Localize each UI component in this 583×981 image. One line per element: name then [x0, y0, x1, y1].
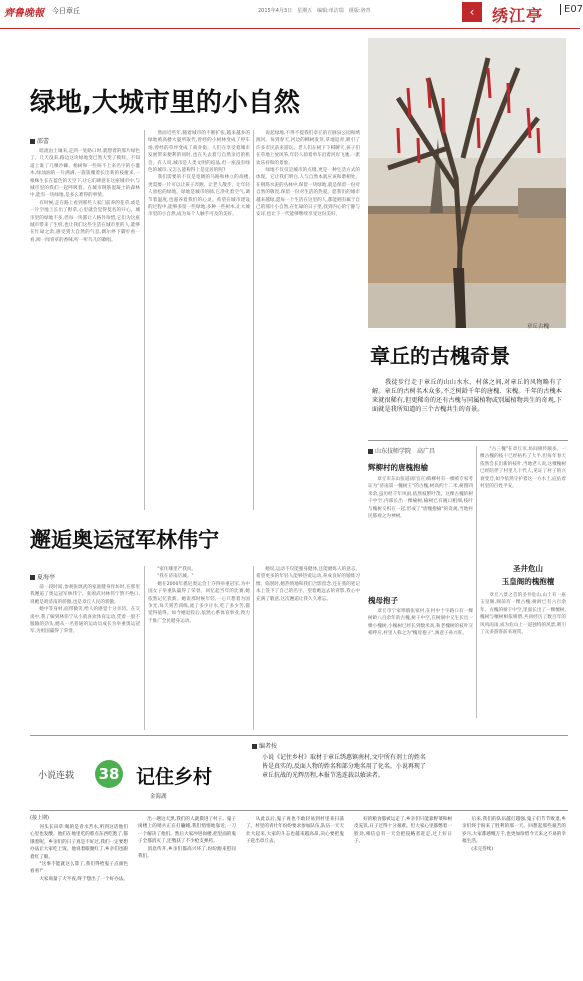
column-divider — [144, 130, 145, 510]
article-title: 章丘的古槐奇景 — [370, 344, 510, 368]
article-body-col2: "家住哪里?"我问。 "我在济南历城。" 她在2000年悉尼奥运会上夺得举重冠军,为中国女子举重队赢得了荣誉。回忆起当年的比赛,她依然记忆犹新。她说那时候年轻,一心只想着为国争光,每天刻苦训练,流了多少汗水,吃了多少苦,都觉得值得。如今她退役后,依然心系体育事业,致力于推广全民健身运动。 — [148, 567, 250, 624]
article-body-col1: 暗流由土壤来,走到一处路口时,就想着的那片绿色了。几天没来,路边这块绿地变已然大变了模样。不知道上谁了几棵沙棘、杨树和一些叫不上来名字的小灌木,绿油油的一片满满,一簇簇覆着长出新的枝桠来,一根株生长在蓝色的天空下,让它们肆意在这座城市中,与城市里的我们一起呼吸着。在城市钢筋混凝土的森林中,能有一块绿地,是多么难得的事情。 有时候,走在路上看到那些人家门前养的花草,或是一片空地上长出了野草,心里就会觉得莫名的开心。城市里的绿地不多,但每一块都让人格外珍惜,它们为这座城市带来了生机,也让我们这些生活在城市里的人,能够在忙碌之余,感受到大自然的气息,偶尔停下脚步看一看,闻一闻青草的香味,听一听鸟儿的歌唱。 — [30, 149, 140, 243]
byline — [368, 446, 435, 455]
section-divider — [368, 440, 568, 441]
column-divider — [253, 130, 254, 510]
subheading: 圣井危山 玉皇阁的槐抱檀 — [501, 564, 555, 586]
article-body: "古三槐"在章丘市,坊间相传颇多。一棵古槐的枝干已经枯朽了大半,但每年春天依然会长出新的枝叶,当地老人说,这棵槐树已经陪伴了村里几十代人,见证了村子的兴衰变迁,如今依然守护着这一方水土,庇佑着村里的百姓平安。 — [480, 447, 566, 490]
article-body: 章丘市东山张道(原官庄)辉柳村有一棵被专家考证为"济南第一槐树王"的古槐,树高约十二米,树围四米余,虽历经千年风雨,依然枝繁叶茂。这棵古槐的树干中空,内部长出一棵榆树,榆树已有碗口粗细,枝叶与槐树交织在一起,形成了"唐槐抱榆"的奇观,当地村民都视之为神树。 — [368, 477, 473, 520]
column-name: 绣江亭 — [492, 6, 544, 25]
article-title: 绿地,大城市里的小自然 — [30, 88, 300, 118]
column-divider — [476, 446, 477, 718]
byline — [30, 572, 55, 581]
author-name: 山东技师学院 高广昌 — [375, 448, 436, 455]
serial-body-col3: 从此以后,鬼子再也不敢轻易到村里来扫荡了。村里的青壮年纷纷要求参加队伍,队伍一天天壮大起来,大家的斗志也越来越高昂,决心要把鬼子赶出章丘去。 — [246, 817, 344, 845]
article-body-col1: 前一段时间,参观张颂武的家庭健身作坊时,在那里我邂逅了奥运冠军林伟宁。张颂武对林伟宁赞不绝口,说她是咱济南的骄傲,也是章丘人民的骄傲。 她中等身材,面带微笑,给人的感觉十分亲切。在交谈中,我了解到林伟宁从小就喜欢体育运动,凭着一股不服输的劲头,她从一名普通的运动员成长为举重奥运冠军,为祖国赢得了荣誉。 — [30, 585, 140, 635]
header-rule — [0, 28, 580, 29]
serial-title: 记住乡村 — [136, 766, 213, 788]
column-divider — [144, 566, 145, 730]
chevron-left-icon: ‹ — [462, 2, 482, 22]
article-body: 章丘八景之首的圣井危山,山上有一座玉皇阁,阁前有一棵古槐,树龄已有六百余年。古槐的树干中空,里面长出了一棵檀树,槐树与檀树相依相偎,共同经历了数百年的风风雨雨,成为危山上一道独特的风景,吸引了众多游客前来观赏。 — [480, 593, 566, 636]
section-divider — [30, 810, 568, 811]
byline — [30, 136, 49, 145]
serial-author: 金海湖 — [150, 794, 167, 800]
serial-label: 小说连载 — [38, 771, 75, 781]
article-body-col2: 然而近些年,随着城市的不断扩张,越来越多的绿地被高楼大厦所取代,曾经的小树林变成了停车场,曾经的草坪变成了商业街。人们在享受着城市发展带来便利的同时,也在失去着与自然亲近的机会。有人说,城市是人类文明的结晶,但一座没有绿色的城市,又怎么能称得上是宜居的呢? 我们需要的不仅是宽阔的马路和林立的高楼,更需要一片可以让孩子奔跑、让老人散步、让年轻人放松的绿地。绿地是城市的肺,它净化着空气,调节着温度,也滋养着我们的心灵。希望在城市建设的过程中,能够多留一些绿地,多种一些树木,让大城市里的小自然,成为每个人触手可及的美好。 — [148, 131, 250, 218]
editor-label — [252, 741, 277, 750]
author-name: 邵蕾 — [37, 138, 50, 145]
date-line: 2015年4月3日 星期五 编辑:单洁瑞 组版:洛青 — [258, 8, 371, 14]
photo-caption: 章丘古槐 — [527, 324, 550, 330]
subheading: 槐母抱子 — [368, 596, 398, 605]
serial-body-col4: 好的粮食都被运走了,乡亲们只能靠野菜和树皮充饥,日子过得十分艰难。但大家心里都憋着一股劲,相信总有一天会把侵略者赶走,过上好日子。 — [354, 817, 452, 845]
serial-body-col2: 出一趟这天黑,我们的人就摸进了村子。鬼子岗楼上的哨兵正在打瞌睡,我们悄悄地靠近,一刀一个解决了他们。然后大家冲进岗楼,把里面的鬼子全都消灭了,还缴获了不少枪支弹药。 消息传开,乡亲们都高兴坏了,纷纷跑来慰问我们。 — [138, 817, 236, 860]
ancient-tree-photo — [368, 38, 566, 328]
editor-note: 小说《记住乡村》取材于章丘绣惠镇南村,文中所有剂士的姓名皆是真实的,反面人物的姓名和部分地名用了化名。小说再现了章丘抗战的光辉历程,本报节选连载以飨读者。 — [262, 754, 426, 779]
article-body-col3: 说起绿地,不得不提我们章丘的百脉泉公园和绣源河。每到春天,河边的柳树发芽,草地返青,吸引了许多市民前来游玩。老人们在树下下棋聊天,孩子们在草地上放风筝,年轻人骑着单车沿着河岸飞驰,一派欢乐祥和的景象。 绿地不仅仅是城市的点缀,更是一种生活方式的体现。它让我们明白,人与自然本就应该和谐相处。在钢筋水泥的丛林中,保留一块绿地,就是保留一份对自然的敬畏,保留一份对生活的热爱。愿我们的城市越来越绿,愿每一个生活在这里的人,都能拥有属于自己的那片小自然,在忙碌的日子里,找到内心的宁静与安详,也让下一代能够继续享受这份美好。 — [256, 131, 360, 218]
previous-issue-note: (接上期) — [30, 815, 49, 821]
newspaper-logo: 齊鲁晚報 — [4, 8, 44, 19]
section-divider — [30, 735, 568, 736]
column-divider — [253, 566, 254, 730]
serial-number-badge: 38 — [95, 760, 123, 788]
article-lead: 我徒步行走于章丘的山山水水、村落之间,对章丘的风物略有了解。章丘的古树名木众多,不乏树龄千年的唐槐、宋槐。千年的古槐本来就很稀有,但更稀奇的还有古槐与同属植物或别属植物共生的奇观,下面就是我所知道的三个古槐共生的奇景。 — [372, 379, 562, 413]
article-title: 邂逅奥运冠军林伟宁 — [30, 528, 219, 552]
serial-body-col5: 后来,我们的队伍越打越强,鬼子们节节败退,乡亲们终于盼来了胜利的那一天。回想起那些艰苦的岁月,大家都感慨万千,也更加珍惜今天来之不易的幸福生活。 (未完待续) — [462, 817, 566, 852]
article-body-col3: 她说,运动不仅能强身健体,还能磨炼人的意志。希望更多的年轻人能够热爱运动,养成良好的锻炼习惯。临别时,她热情地和我们合影留念,还在我的笔记本上签下了自己的名字。望着她远去的背影,我心中充满了敬意,这次邂逅让我久久难忘。 — [256, 567, 360, 602]
author-name: 夏海亭 — [37, 574, 56, 581]
editor-label-text: 编者按 — [259, 743, 278, 750]
tree-illustration — [368, 38, 566, 328]
subheading: 辉柳村的唐槐抱榆 — [368, 463, 428, 472]
section-name: 今日章丘 — [52, 7, 80, 15]
serial-body-col1: 河头长田草:喝的是青水苦水,听到这话他们心里也发酸。他们在地里吃的那点东西吃饱了,都饿着呢。乡亲们的日子真是不好过,我们一定要想办法让大家吃上饭。他说着眼圈红了,乡亲们也跟着红了眼。 "这事不能就这么算了,我们得给鬼子点颜色看看!" 大家商量了大半夜,终于想出了一个好办法。 — [30, 825, 128, 882]
article-body: 章丘市宁家埠镇张家村,在村中十字路口有一棵树龄八百余年的古槐,树干中空,在树洞中又生长出一棵小槐树,小槐树已经长到数米高,和老槐树的枝叶交相呼应,村里人称之为"槐母抱子",寓意子孙兴旺。 — [368, 609, 473, 637]
page-number: E07 — [560, 4, 583, 15]
